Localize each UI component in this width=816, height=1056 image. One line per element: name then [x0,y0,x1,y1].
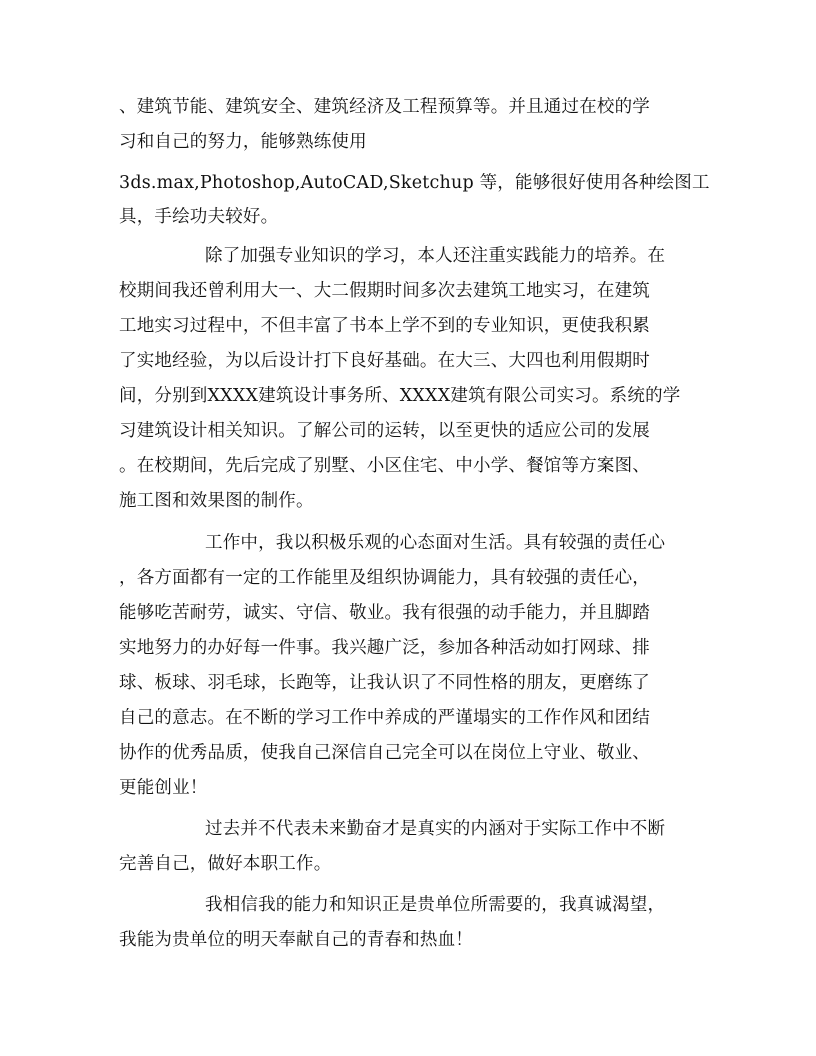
text-line: 我能为贵单位的明天奉献自己的青春和热血！ [119,930,473,950]
text-line: 完善自己，做好本职工作。 [119,854,332,874]
text-line: 习和自己的努力，能够熟练使用 [119,132,367,152]
text-line: 工地实习过程中，不但丰富了书本上学不到的专业知识，更使我积累 [119,316,650,336]
text-line: 协作的优秀品质，使我自己深信自己完全可以在岗位上守业、敬业、 [119,743,650,763]
text-line: 球、板球、羽毛球，长跑等，让我认识了不同性格的朋友，更磨练了 [119,673,650,693]
text-line: 、建筑节能、建筑安全、建筑经济及工程预算等。并且通过在校的学 [119,97,650,117]
text-line: 间，分别到XXXX建筑设计事务所、XXXX建筑有限公司实习。系统的学 [119,386,681,406]
text-line: 实地努力的办好每一件事。我兴趣广泛，参加各种活动如打网球、排 [119,638,650,658]
text-line: 自己的意志。在不断的学习工作中养成的严谨塌实的工作作风和团结 [119,708,650,728]
text-line: ，各方面都有一定的工作能里及组织协调能力，具有较强的责任心， [119,568,650,588]
text-line: 了实地经验，为以后设计打下良好基础。在大三、大四也利用假期时 [119,351,650,371]
text-line: 除了加强专业知识的学习，本人还注重实践能力的培养。在 [205,246,666,266]
text-line: 具，手绘功夫较好。 [119,207,279,227]
text-line: 过去并不代表未来勤奋才是真实的内涵对于实际工作中不断 [205,819,666,839]
text-line: 更能创业！ [119,778,208,798]
text-line: 施工图和效果图的制作。 [119,491,314,511]
text-line: 3ds.max,Photoshop,AutoCAD,Sketchup 等，能够很好使用各种绘图工 [119,173,710,193]
text-line: 我相信我的能力和知识正是贵单位所需要的，我真诚渴望， [205,895,666,915]
text-line: 习建筑设计相关知识。了解公司的运转，以至更快的适应公司的发展 [119,421,650,441]
text-line: 校期间我还曾利用大一、大二假期时间多次去建筑工地实习，在建筑 [119,281,650,301]
text-line: 。在校期间，先后完成了别墅、小区住宅、中小学、餐馆等方案图、 [119,456,650,476]
text-line: 能够吃苦耐劳，诚实、守信、敬业。我有很强的动手能力，并且脚踏 [119,603,650,623]
text-line: 工作中，我以积极乐观的心态面对生活。具有较强的责任心 [205,533,666,553]
